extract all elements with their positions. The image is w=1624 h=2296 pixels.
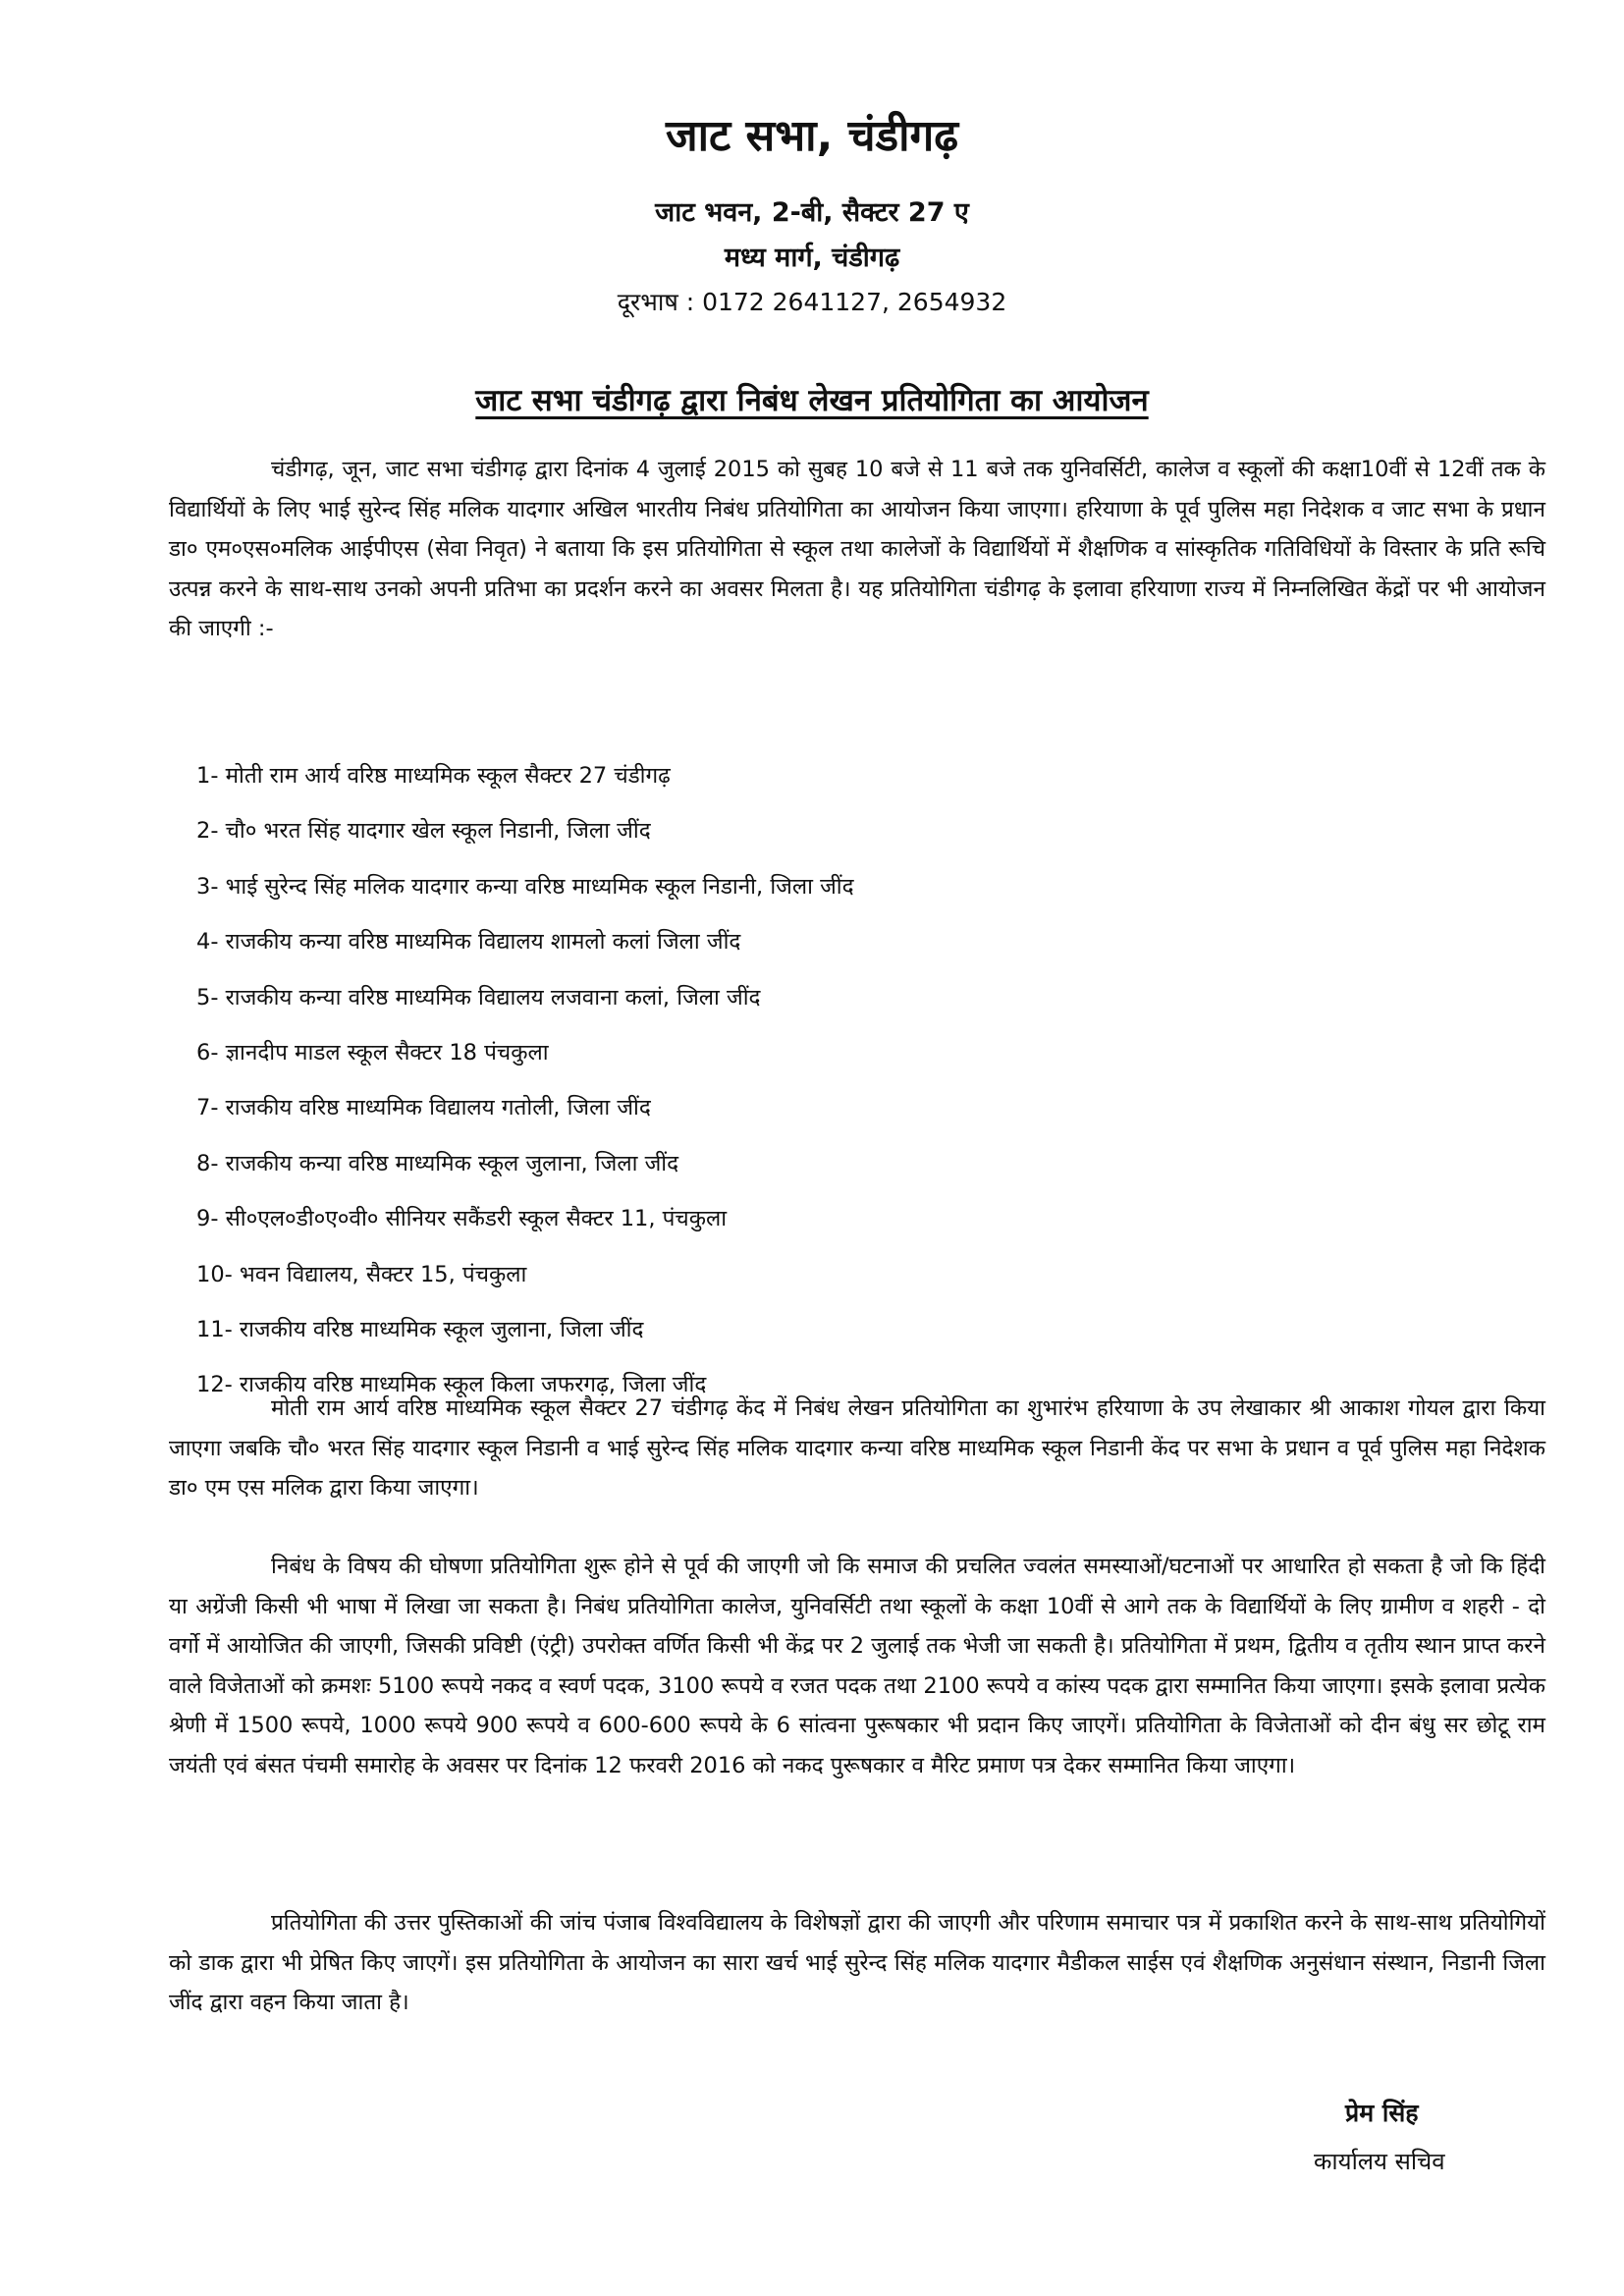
list-item: 10- भवन विद्यालय, सैक्टर 15, पंचकुला [196,1261,527,1287]
inauguration-paragraph-text: मोती राम आर्य वरिष्ठ माध्यमिक स्कूल सैक्टर 27 चंडीगढ़ केंद में निबंध लेखन प्रतियोगिता का शुभारंभ हरियाणा के उप लेखाकार श्री आकाश गोयल द्वारा किया जाएगा जबकि चौ० भरत सिंह यादगार स्कूल निडानी व भाई सुरेन्द सिंह मलिक यादगार कन्या वरिष्ठ माध्यमिक स्कूल निडानी केंद पर सभा के प्रधान व पूर्व पुलिस महा निदेशक डा० एम एस मलिक द्वारा किया जाएगा। [169,1395,1545,1501]
inauguration-paragraph [169,1389,1545,1508]
signatory-designation: कार्यालय सचिव [1314,2148,1445,2175]
organization-name: जाट सभा, चंडीगढ़ [665,111,959,161]
address-line-2: मध्य मार्ग, चंडीगढ़ [724,243,900,273]
topic-prizes-paragraph-text: निबंध के विषय की घोषणा प्रतियोगिता शुरू होने से पूर्व की जाएगी जो कि समाज की प्रचलित ज्वलंत समस्याओं/घटनाओं पर आधारित हो सकता है जो कि हिंदी या अग्रेंजी किसी भी भाषा में लिखा जा सकता है। निबंध प्रतियोगिता कालेज, युनिवर्सिटी तथा स्कूलों के कक्षा 10वीं से आगे तक के विद्यार्थियों के लिए ग्रामीण व शहरी - दो वर्गो में आयोजित की जाएगी, जिसकी प्रविष्टी (एंट्री) उपरोक्त वर्णित किसी भी केंद्र पर 2 जुलाई तक भेजी जा सकती है। प्रतियोगिता में प्रथम, द्वितीय व तृतीय स्थान प्राप्त करने वाले विजेताओं को क्रमशः 5100 रूपये नकद व स्वर्ण पदक, 3100 रूपये व रजत पदक तथा 2100 रूपये व कांस्य पदक द्वारा सम्मानित किया जाएगा। इसके इलावा प्रत्येक श्रेणी में 1500 रूपये, 1000 रूपये 900 रूपये व 600-600 रूपये के 6 सांत्वना पुरूषकार भी प्रदान किए जाएगें। प्रतियोगिता के विजेताओं को दीन बंधु सर छोटू राम जयंती एवं बंसत पंचमी समारोह के अवसर पर दिनांक 12 फरवरी 2016 को नकद पुरूषकार व मैरिट प्रमाण पत्र देकर सम्मानित किया जाएगा। [169,1554,1545,1778]
document-title-wrapper [0,379,1624,420]
address-line-1: जाट भवन, 2-बी, सैक्टर 27 ए [655,197,969,228]
signatory-name: प्रेम सिंह [1345,2099,1419,2127]
phone-number: दूरभाष : 0172 2641127, 2654932 [617,288,1007,316]
list-item: 1- मोती राम आर्य वरिष्ठ माध्यमिक स्कूल सैक्टर 27 चंडीगढ़ [196,763,671,789]
list-item: 11- राजकीय वरिष्ठ माध्यमिक स्कूल जुलाना, जिला जींद [196,1316,644,1342]
list-item: 3- भाई सुरेन्द सिंह मलिक यादगार कन्या वरिष्ठ माध्यमिक स्कूल निडानी, जिला जींद [196,873,854,900]
list-item: 12- राजकीय वरिष्ठ माध्यमिक स्कूल किला जफरगढ़, जिला जींद [196,1372,707,1398]
list-item: 6- ज्ञानदीप माडल स्कूल सैक्टर 18 पंचकुला [196,1039,549,1066]
list-item: 4- राजकीय कन्या वरिष्ठ माध्यमिक विद्यालय शामलो कलां जिला जींद [196,929,741,956]
intro-paragraph [169,450,1545,649]
exam-centers-list [196,756,1473,1421]
list-item: 8- राजकीय कन्या वरिष्ठ माध्यमिक स्कूल जुलाना, जिला जींद [196,1150,679,1176]
list-item: 7- राजकीय वरिष्ठ माध्यमिक विद्यालय गतोली, जिला जींद [196,1095,651,1121]
evaluation-paragraph [169,1903,1545,2023]
list-item: 2- चौ० भरत सिंह यादगार खेल स्कूल निडानी, जिला जींद [196,818,651,845]
list-item: 9- सी०एल०डी०ए०वी० सीनियर सकैंडरी स्कूल सैक्टर 11, पंचकुला [196,1206,728,1232]
intro-paragraph-text: चंडीगढ़, जून, जाट सभा चंडीगढ़ द्वारा दिनांक 4 जुलाई 2015 को सुबह 10 बजे से 11 बजे तक युनिवर्सिटी, कालेज व स्कूलों की कक्षा10वीं से 12वीं तक के विद्यार्थियों के लिए भाई सुरेन्द सिंह मलिक यादगार अखिल भारतीय निबंध प्रतियोगिता का आयोजन किया जाएगा। हरियाणा के पूर्व पुलिस महा निदेशक व जाट सभा के प्रधान डा० एम०एस०मलिक आईपीएस (सेवा निवृत) ने बताया कि इस प्रतियोगिता से स्कूल तथा कालेजों के विद्यार्थियों में शैक्षणिक व सांस्कृतिक गतिविधियों के विस्तार के प्रति रूचि उत्पन्न करने के साथ-साथ उनको अपनी प्रतिभा का प्रदर्शन करने का अवसर मिलता है। यह प्रतियोगिता चंडीगढ़ के इलावा हरियाणा राज्य में निम्नलिखित केंद्रों पर भी आयोजन की जाएगी :- [169,457,1546,641]
document-title: जाट सभा चंडीगढ़ द्वारा निबंध लेखन प्रतियोगिता का आयोजन [475,383,1149,418]
list-item: 5- राजकीय कन्या वरिष्ठ माध्यमिक विद्यालय लजवाना कलां, जिला जींद [196,984,761,1011]
evaluation-paragraph-text: प्रतियोगिता की उत्तर पुस्तिकाओं की जांच पंजाब विश्वविद्यालय के विशेषज्ञों द्वारा की जाएगी और परिणाम समाचार पत्र में प्रकाशित करने के साथ-साथ प्रतियोगियों को डाक द्वारा भी प्रेषित किए जाएगें। इस प्रतियोगिता के आयोजन का सारा खर्च भाई सुरेन्द सिंह मलिक यादगार मैडीकल साईस एवं शैक्षणिक अनुसंधान संस्थान, निडानी जिला जींद द्वारा वहन किया जाता है। [169,1910,1545,2015]
topic-prizes-paragraph [169,1547,1545,1785]
